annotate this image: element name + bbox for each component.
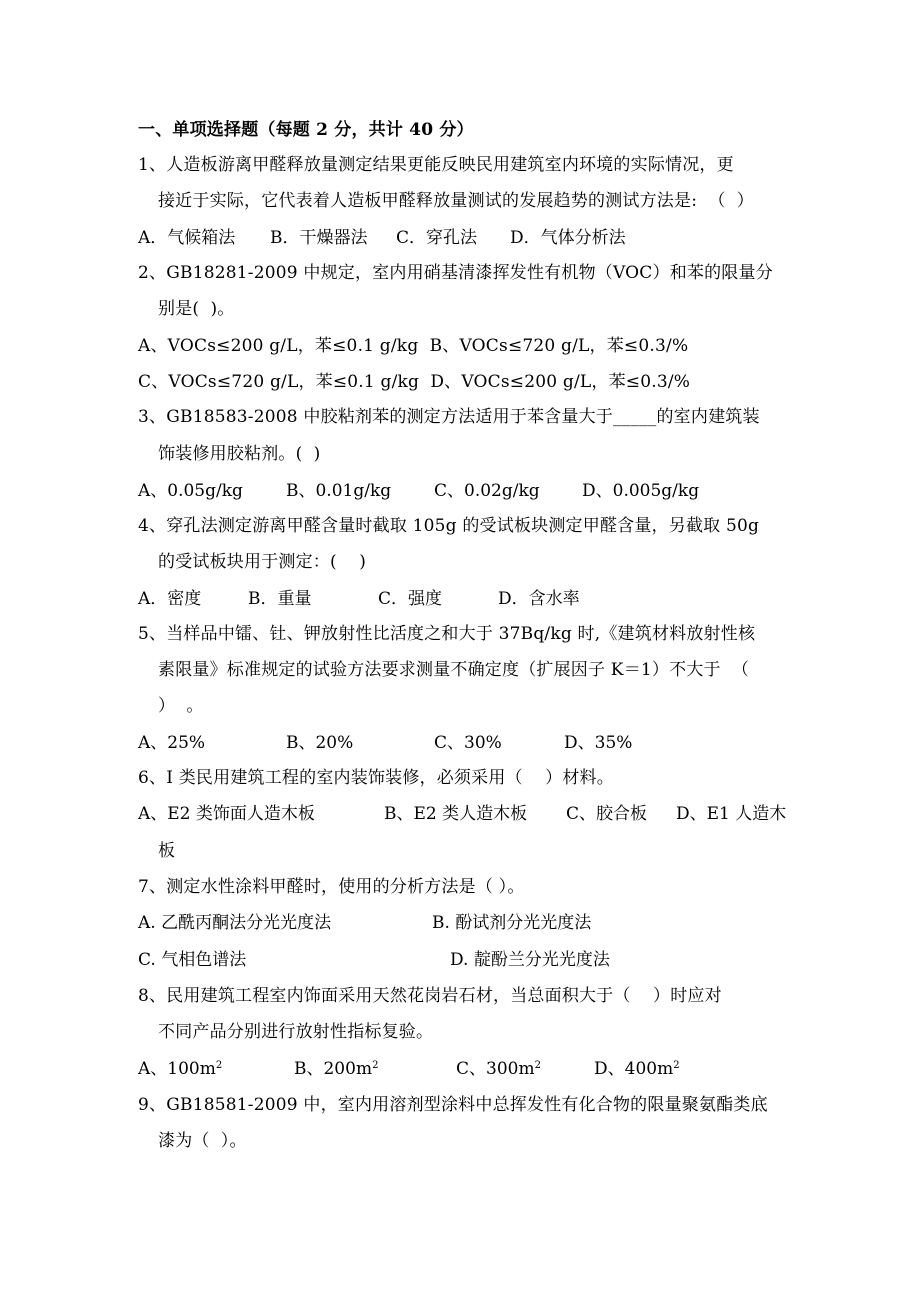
q8-option-a (138, 1058, 222, 1080)
q8-option-b-text: B、200m (294, 1059, 373, 1079)
q8-option-c-text: C、300m (456, 1059, 535, 1079)
q1-option-d: D．气体分析法 (510, 228, 626, 248)
q4-line-1: 4、穿孔法测定游离甲醛含量时截取 105g 的受试板块测定甲醛含量，另截取 50g (138, 516, 760, 536)
q3-line-1: 3、GB18583-2008 中胶粘剂苯的测定方法适用于苯含量大于_____的室内建筑装 (138, 407, 760, 427)
q2-line-1: 2、GB18281-2009 中规定，室内用硝基清漆挥发性有机物（VOC）和苯的限量分 (138, 263, 773, 283)
q3-line-2: 饰装修用胶粘剂。( ) (158, 444, 321, 464)
q8-option-d (594, 1058, 680, 1080)
q2-options-row-1: A、VOCs≤200 g/L，苯≤0.1 g/kg B、VOCs≤720 g/L，苯≤0.3/% (138, 336, 689, 356)
q4-option-b: B．重量 (248, 589, 312, 609)
q4-option-c: C．强度 (378, 589, 443, 609)
q7-option-a: A. 乙酰丙酮法分光光度法 (138, 913, 332, 933)
q8-line-1: 8、民用建筑工程室内饰面采用天然花岗岩石材，当总面积大于（ ）时应对 (138, 986, 722, 1006)
q5-option-a: A、25% (138, 733, 206, 753)
q2-options-row-2: C、VOCs≤720 g/L，苯≤0.1 g/kg D、VOCs≤200 g/L，苯≤0.3/% (138, 372, 691, 392)
q9-line-2: 漆为（ ）。 (158, 1131, 247, 1151)
section-heading: 一、单项选择题（每题 2 分，共计 40 分） (138, 120, 474, 140)
q7-option-d: D. 靛酚兰分光光度法 (450, 950, 610, 970)
q8-option-b-exponent: 2 (372, 1060, 379, 1071)
q1-line-1: 1、人造板游离甲醛释放量测定结果更能反映民用建筑室内环境的实际情况，更 (138, 155, 734, 175)
q3-option-b: B、0.01g/kg (286, 481, 392, 501)
q4-option-a: A．密度 (138, 589, 202, 609)
q1-option-c: C．穿孔法 (396, 228, 478, 248)
q5-line-3: ） 。 (158, 696, 204, 716)
q7-option-b: B. 酚试剂分光光度法 (432, 913, 592, 933)
q5-line-1: 5、当样品中镭、钍、钾放射性比活度之和大于 37Bq/kg 时,《建筑材料放射性核 (138, 624, 756, 644)
q2-line-2: 别是( )。 (158, 299, 235, 319)
q7-line-1: 7、测定水性涂料甲醛时，使用的分析方法是（ ）。 (138, 877, 525, 897)
q3-option-d: D、0.005g/kg (582, 481, 700, 501)
q3-option-a: A、0.05g/kg (138, 481, 243, 501)
q8-option-b (294, 1058, 378, 1080)
q5-option-c: C、30% (434, 733, 502, 753)
q6-option-d-wrap: 板 (158, 841, 176, 861)
q8-line-2: 不同产品分别进行放射性指标复验。 (158, 1022, 434, 1042)
q8-option-d-exponent: 2 (673, 1060, 680, 1071)
q9-line-1: 9、GB18581-2009 中，室内用溶剂型涂料中总挥发性有化合物的限量聚氨酯类底 (138, 1095, 768, 1115)
q1-option-a: A．气候箱法 (138, 228, 236, 248)
q8-option-c-exponent: 2 (534, 1060, 541, 1071)
q7-option-c: C. 气相色谱法 (138, 950, 247, 970)
q8-option-a-exponent: 2 (215, 1060, 223, 1071)
q1-line-2: 接近于实际，它代表着人造板甲醛释放量测试的发展趋势的测试方法是: （ ） (158, 191, 754, 211)
q5-line-2: 素限量》标准规定的试验方法要求测量不确定度（扩展因子 K＝1）不大于 （ (158, 660, 750, 680)
q8-option-c (456, 1058, 541, 1080)
q1-option-b: B．干燥器法 (270, 228, 368, 248)
q5-option-d: D、35% (564, 733, 633, 753)
q5-option-b: B、20% (286, 733, 354, 753)
q8-option-d-text: D、400m (594, 1059, 674, 1079)
q6-line-1: 6、I 类民用建筑工程的室内装饰装修，必须采用（ ）材料。 (138, 768, 614, 788)
q4-line-2: 的受试板块用于测定：( ) (158, 552, 367, 572)
q6-option-a: A、E2 类饰面人造木板 (138, 804, 315, 824)
q8-option-a-text: A、100m (138, 1059, 216, 1079)
q6-option-b: B、E2 类人造木板 (384, 804, 528, 824)
q6-option-d: D、E1 人造木 (676, 804, 787, 824)
q3-option-c: C、0.02g/kg (434, 481, 540, 501)
q6-option-c: C、胶合板 (566, 804, 648, 824)
q4-option-d: D．含水率 (498, 589, 580, 609)
